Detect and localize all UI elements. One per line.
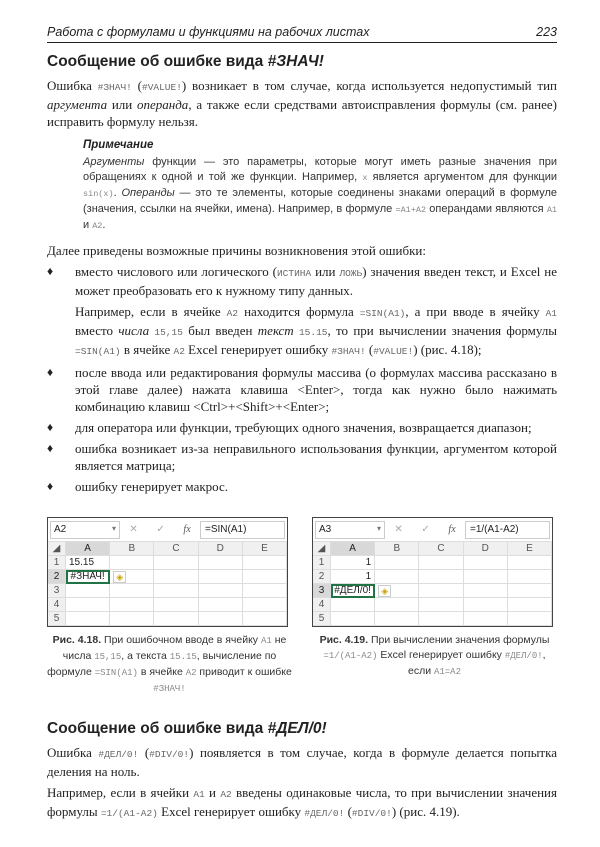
code-text: sin(x) bbox=[83, 189, 114, 199]
text-run: Рис. 4.19. bbox=[319, 634, 369, 646]
code-text: #ЗНАЧ! bbox=[153, 684, 186, 694]
code-text: A1 bbox=[193, 789, 205, 800]
text-run: . bbox=[113, 187, 122, 199]
note-title: Примечание bbox=[83, 139, 154, 151]
italic-term: Аргументы bbox=[83, 156, 145, 168]
cell[interactable] bbox=[154, 584, 198, 598]
row-header[interactable]: 2 bbox=[48, 570, 66, 584]
cell[interactable] bbox=[110, 598, 154, 612]
text-run: Excel генерирует ошибку bbox=[184, 342, 332, 357]
code-text: =SIN(A1) bbox=[75, 346, 121, 357]
figure-4-18-screenshot bbox=[47, 517, 288, 627]
cell-a4[interactable] bbox=[66, 598, 110, 612]
cell[interactable] bbox=[419, 570, 463, 584]
cell[interactable] bbox=[375, 556, 419, 570]
row-header[interactable]: 5 bbox=[313, 612, 331, 626]
text-run: или bbox=[107, 97, 138, 112]
text-run: введены одинаковые числа, то при вычислении значения формулы bbox=[47, 785, 557, 819]
row-header[interactable]: 2 bbox=[313, 570, 331, 584]
code-text: A1 bbox=[545, 308, 557, 319]
list-item bbox=[47, 478, 557, 495]
code-text: =SIN(A1) bbox=[94, 668, 138, 678]
text-run: ( bbox=[344, 804, 352, 819]
heading-code: #ЗНАЧ! bbox=[267, 53, 324, 70]
cancel-icon[interactable]: ✕ bbox=[394, 524, 403, 535]
text-run: , то при вычислении значения формулы bbox=[327, 323, 558, 338]
italic-term: числа bbox=[118, 323, 150, 338]
cell-a3[interactable] bbox=[66, 584, 110, 598]
code-text: A1 bbox=[546, 205, 558, 215]
code-text: #VALUE! bbox=[373, 346, 414, 357]
code-text: #DIV/0! bbox=[149, 749, 190, 760]
cell[interactable] bbox=[375, 584, 419, 598]
text-run: операндами являются bbox=[426, 203, 547, 215]
row-header[interactable]: 4 bbox=[48, 598, 66, 612]
paragraph bbox=[47, 77, 557, 130]
text-run: и bbox=[204, 785, 221, 800]
column-header[interactable]: B bbox=[375, 542, 419, 556]
running-header bbox=[47, 25, 557, 43]
cell-a1[interactable]: 15.15 bbox=[66, 556, 110, 570]
cell[interactable] bbox=[508, 598, 552, 612]
figure-4-19 bbox=[312, 517, 557, 697]
cell[interactable] bbox=[464, 556, 508, 570]
code-text: #ЗНАЧ! bbox=[331, 346, 366, 357]
name-box[interactable]: A2 ▾ bbox=[50, 521, 120, 539]
cell-a2[interactable]: 1 bbox=[331, 570, 375, 584]
text-run: Рис. 4.18. bbox=[52, 634, 102, 646]
worksheet-grid bbox=[313, 542, 552, 626]
italic-term: аргумента bbox=[47, 97, 108, 112]
cell[interactable] bbox=[110, 584, 154, 598]
code-text: =SIN(A1) bbox=[359, 308, 406, 319]
confirm-icon[interactable]: ✓ bbox=[421, 524, 430, 535]
function-icon[interactable]: fx bbox=[183, 524, 191, 535]
column-header[interactable]: D bbox=[464, 542, 508, 556]
code-text: A2 bbox=[92, 221, 103, 231]
cell[interactable] bbox=[375, 598, 419, 612]
text-run: ) возникает в том случае, когда используется недопустимый тип bbox=[181, 78, 557, 93]
figure-4-19-screenshot bbox=[312, 517, 553, 627]
text-run: вместо bbox=[75, 323, 119, 338]
select-all-corner[interactable]: ◢ bbox=[48, 542, 66, 556]
code-text: A2 bbox=[220, 789, 232, 800]
bullet-icon: ♦ bbox=[47, 264, 54, 278]
formula-input[interactable]: =1/(A1-A2) bbox=[465, 521, 550, 539]
row-header[interactable]: 1 bbox=[313, 556, 331, 570]
paragraph bbox=[47, 744, 557, 780]
code-text: ЛОЖЬ bbox=[339, 268, 363, 279]
text-run: не числа bbox=[62, 634, 287, 662]
formula-bar bbox=[313, 518, 552, 542]
row-header[interactable]: 3 bbox=[48, 584, 66, 598]
cell-a1[interactable]: 1 bbox=[331, 556, 375, 570]
code-text: #ДЕЛ/0! bbox=[504, 651, 543, 661]
text-run: является аргументом для функции bbox=[367, 171, 557, 183]
text-run: в ячейке bbox=[120, 342, 174, 357]
text-run: для оператора или функции, требующих одного значения, возвращается диапазон; bbox=[75, 420, 532, 435]
heading-text: Сообщение об ошибке вида bbox=[47, 53, 268, 70]
list-item bbox=[47, 364, 557, 415]
column-header[interactable]: B bbox=[110, 542, 154, 556]
text-run: Excel генерирует ошибку bbox=[377, 649, 505, 661]
cell[interactable] bbox=[375, 570, 419, 584]
name-box[interactable]: A3 ▾ bbox=[315, 521, 385, 539]
code-text: A2 bbox=[173, 346, 185, 357]
list-item bbox=[47, 263, 557, 299]
text-run: Например, если в ячейке bbox=[75, 304, 227, 319]
error-warning-icon[interactable]: ◈ bbox=[378, 585, 391, 597]
list-item-example bbox=[75, 303, 557, 360]
cell[interactable] bbox=[464, 570, 508, 584]
text-run: находится формула bbox=[238, 304, 360, 319]
page-number: 223 bbox=[536, 25, 557, 39]
section-heading-value-error bbox=[47, 52, 557, 72]
text-run: Далее приведены возможные причины возникновения этой ошибки: bbox=[47, 243, 426, 258]
heading-code: #ДЕЛ/0! bbox=[267, 720, 327, 737]
confirm-icon[interactable]: ✓ bbox=[156, 524, 165, 535]
code-text: #VALUE! bbox=[142, 82, 182, 93]
cell[interactable] bbox=[508, 584, 552, 598]
cell[interactable] bbox=[243, 598, 287, 612]
figure-caption bbox=[312, 633, 557, 680]
text-run: При вычислении значения формулы bbox=[368, 634, 550, 646]
cell[interactable] bbox=[243, 570, 287, 584]
row-header[interactable]: 5 bbox=[48, 612, 66, 626]
column-header[interactable]: A bbox=[66, 542, 110, 556]
note-body bbox=[83, 155, 557, 234]
cell-a3[interactable]: #ДЕЛ/0! bbox=[331, 584, 375, 598]
formula-input[interactable]: =SIN(A1) bbox=[200, 521, 285, 539]
cell[interactable] bbox=[419, 556, 463, 570]
cell[interactable] bbox=[154, 556, 198, 570]
column-header[interactable]: C bbox=[154, 542, 198, 556]
cell[interactable] bbox=[464, 598, 508, 612]
column-header[interactable]: C bbox=[419, 542, 463, 556]
cell[interactable] bbox=[508, 612, 552, 626]
text-run: , а при вводе в ячейку bbox=[405, 304, 546, 319]
list-item bbox=[47, 440, 557, 474]
italic-term: Операнды bbox=[121, 187, 175, 199]
text-run: после ввода или редактирования формулы массива (о формулах массива рассказано в этой главе далее) нажата клавиша <Enter>, тогда как нужно было нажимать комбинацию клавиш <Ctrl>+<Shift>+<Enter>; bbox=[75, 365, 557, 414]
code-text: A1 bbox=[260, 636, 272, 646]
cell[interactable] bbox=[199, 556, 243, 570]
cell[interactable] bbox=[419, 612, 463, 626]
row-header[interactable]: 1 bbox=[48, 556, 66, 570]
code-text: A2 bbox=[185, 668, 197, 678]
cell[interactable] bbox=[419, 598, 463, 612]
text-run: был введен bbox=[182, 323, 258, 338]
text-run: Ошибка bbox=[47, 745, 99, 760]
text-run: ) появляется в том случае, когда в формуле делается попытка деления на ноль. bbox=[47, 745, 558, 779]
cell[interactable] bbox=[199, 598, 243, 612]
cell[interactable] bbox=[243, 584, 287, 598]
worksheet-grid bbox=[48, 542, 287, 626]
text-run: и bbox=[83, 219, 93, 231]
text-run: ) (рис. 4.18); bbox=[413, 342, 482, 357]
text-run: , а также если средствами автоисправления формулы (см. ранее) исправить формулу нельзя. bbox=[47, 97, 557, 129]
list-item-text bbox=[75, 364, 557, 415]
row-header[interactable]: 3 bbox=[313, 584, 331, 598]
cell[interactable] bbox=[243, 612, 287, 626]
code-text: #DIV/0! bbox=[351, 808, 392, 819]
note-block bbox=[83, 138, 557, 234]
cell[interactable] bbox=[419, 584, 463, 598]
cell-a5[interactable] bbox=[66, 612, 110, 626]
paragraph bbox=[47, 242, 557, 259]
section-heading-div-error bbox=[47, 719, 557, 739]
code-text: 15.15 bbox=[298, 327, 328, 338]
text-run: , если bbox=[407, 649, 546, 677]
bullet-icon: ♦ bbox=[47, 441, 54, 455]
cell[interactable] bbox=[110, 612, 154, 626]
cell[interactable] bbox=[464, 612, 508, 626]
cell[interactable] bbox=[199, 570, 243, 584]
list-item-text bbox=[75, 419, 557, 436]
cell[interactable] bbox=[199, 612, 243, 626]
cell[interactable] bbox=[243, 556, 287, 570]
formula-bar bbox=[48, 518, 287, 542]
text-run: ошибку генерирует макрос. bbox=[75, 479, 229, 494]
cell[interactable] bbox=[110, 570, 154, 584]
cell[interactable] bbox=[199, 584, 243, 598]
code-text: x bbox=[362, 173, 368, 183]
error-warning-icon[interactable]: ◈ bbox=[113, 571, 126, 583]
cell[interactable] bbox=[508, 570, 552, 584]
figures-row bbox=[47, 517, 557, 697]
text-run: ) значения введен текст, и Excel не может преобразовать его к нужному типу данных. bbox=[75, 264, 557, 298]
bullet-icon: ♦ bbox=[47, 365, 54, 379]
text-run: вместо числового или логического ( bbox=[75, 264, 277, 279]
cell[interactable] bbox=[508, 556, 552, 570]
figure-4-18 bbox=[47, 517, 292, 697]
formula-buttons bbox=[120, 524, 200, 535]
header-title: Работа с формулами и функциями на рабочих листах bbox=[47, 25, 370, 39]
text-run: , а текста bbox=[121, 650, 170, 662]
column-header[interactable]: A bbox=[331, 542, 375, 556]
code-text: 15.15 bbox=[169, 652, 197, 662]
code-text: =A1+A2 bbox=[395, 205, 427, 215]
code-text: 15,15 bbox=[154, 327, 183, 338]
text-run: приводит к ошибке bbox=[196, 666, 292, 678]
text-run: ) (рис. 4.19). bbox=[391, 804, 460, 819]
cell-a2[interactable]: #ЗНАЧ! bbox=[66, 570, 110, 584]
text-run: или bbox=[311, 264, 340, 279]
figure-caption bbox=[47, 633, 292, 697]
code-text: A1=A2 bbox=[433, 667, 461, 677]
text-run: ( bbox=[138, 745, 150, 760]
cell[interactable] bbox=[154, 598, 198, 612]
cancel-icon[interactable]: ✕ bbox=[129, 524, 138, 535]
code-text: =1/(A1-A2) bbox=[323, 651, 378, 661]
text-run: функции — это параметры, которые могут иметь разные значения при обращениях к одной и той же функции. Например, bbox=[83, 156, 557, 183]
column-header[interactable]: E bbox=[508, 542, 552, 556]
cell[interactable] bbox=[110, 556, 154, 570]
column-header[interactable]: D bbox=[199, 542, 243, 556]
text-run: ошибка возникает из-за неправильного использования функции, аргументом которой является матрица; bbox=[75, 441, 557, 473]
page-body bbox=[47, 52, 557, 826]
list-item-text bbox=[75, 478, 557, 495]
paragraph bbox=[47, 784, 557, 822]
italic-term: операнда bbox=[137, 97, 189, 112]
text-run: При ошибочном вводе в ячейку bbox=[101, 634, 261, 646]
cell[interactable] bbox=[154, 612, 198, 626]
code-text: ИСТИНА bbox=[276, 268, 312, 279]
text-run: Ошибка bbox=[47, 78, 98, 93]
list-item-text bbox=[75, 263, 557, 299]
list-item-text bbox=[75, 440, 557, 474]
select-all-corner[interactable]: ◢ bbox=[313, 542, 331, 556]
code-text: A2 bbox=[226, 308, 239, 319]
cell[interactable] bbox=[464, 584, 508, 598]
heading-text: Сообщение об ошибке вида bbox=[47, 720, 268, 737]
column-header[interactable]: E bbox=[243, 542, 287, 556]
code-text: #ДЕЛ/0! bbox=[98, 749, 139, 760]
code-text: 15,15 bbox=[94, 652, 122, 662]
text-run: . bbox=[102, 219, 106, 231]
text-run: Например, если в ячейки bbox=[47, 785, 194, 800]
code-text: #ДЕЛ/0! bbox=[304, 808, 345, 819]
text-run: , вычисление по формуле bbox=[47, 650, 277, 678]
bullet-icon: ♦ bbox=[47, 420, 54, 434]
italic-term: текст bbox=[257, 323, 294, 338]
formula-buttons bbox=[385, 524, 465, 535]
text-run: в ячейке bbox=[137, 666, 186, 678]
code-text: #ЗНАЧ! bbox=[97, 82, 132, 93]
cell[interactable] bbox=[154, 570, 198, 584]
text-run: ( bbox=[131, 78, 142, 93]
row-header[interactable]: 4 bbox=[313, 598, 331, 612]
text-run: ( bbox=[365, 342, 374, 357]
bullet-icon: ♦ bbox=[47, 479, 54, 493]
cell-a5[interactable] bbox=[331, 612, 375, 626]
function-icon[interactable]: fx bbox=[448, 524, 456, 535]
list-item bbox=[47, 419, 557, 436]
cell-a4[interactable] bbox=[331, 598, 375, 612]
text-run: — это те элементы, которые соединены знаками операций в формуле (значения, ссылки на ячейки, имена). Например, в формуле bbox=[83, 187, 557, 215]
cell[interactable] bbox=[375, 612, 419, 626]
text-run: Excel генерирует ошибку bbox=[157, 804, 305, 819]
code-text: =1/(A1-A2) bbox=[100, 808, 158, 819]
